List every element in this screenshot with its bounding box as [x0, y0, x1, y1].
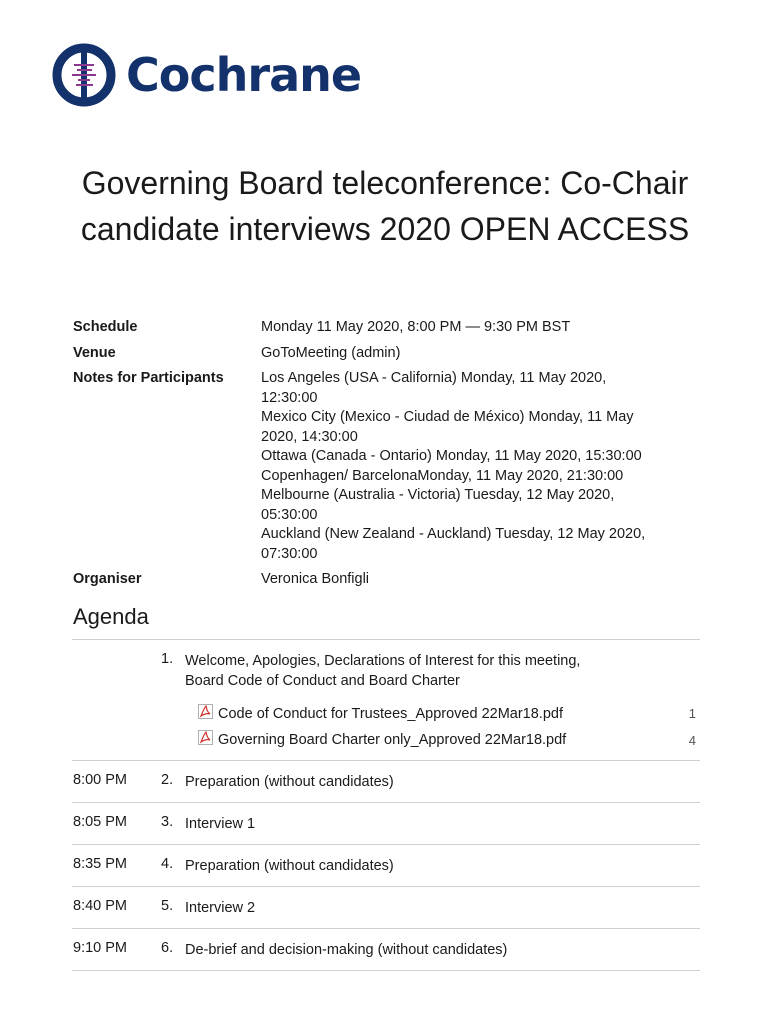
agenda-item — [72, 640, 700, 761]
notes-label: Notes for Participants — [73, 370, 224, 386]
venue-label: Venue — [73, 344, 116, 361]
schedule-row — [73, 318, 713, 338]
attachment-page-number: 4 — [688, 733, 696, 748]
cochrane-logo-icon — [52, 43, 116, 107]
attachment-page-number: 1 — [688, 706, 696, 721]
venue-value — [261, 344, 713, 364]
agenda-item-number: 3. — [161, 814, 174, 830]
pdf-icon — [197, 703, 214, 724]
agenda-item-text-line: Board Code of Conduct and Board Charter — [185, 673, 460, 689]
agenda-item-text: De-brief and decision-making (without candidates) — [185, 942, 508, 958]
organiser-line: Veronica Bonfigli — [261, 571, 370, 587]
agenda-item-text: Interview 2 — [185, 900, 256, 916]
agenda-item-text: Preparation (without candidates) — [185, 858, 394, 874]
agenda-item — [72, 929, 700, 971]
agenda-item — [72, 887, 700, 929]
attachment-link[interactable] — [197, 703, 563, 724]
notes-line: Melbourne (Australia - Victoria) Tuesday, 12 May 2020, — [261, 487, 615, 503]
cochrane-logo — [52, 43, 361, 107]
notes-line: 12:30:00 — [261, 389, 318, 406]
notes-line: Ottawa (Canada - Ontario) Monday, 11 May 2020, 15:30:00 — [261, 448, 642, 464]
agenda-item-text-line: Welcome, Apologies, Declarations of Interest for this meeting, — [185, 653, 581, 669]
organiser-row — [73, 570, 713, 590]
organiser-value — [261, 570, 713, 590]
document-title: Governing Board teleconference: Co-Chair candidate interviews 2020 OPEN ACCESS — [80, 165, 690, 247]
attachment-name[interactable]: Governing Board Charter only_Approved 22Mar18.pdf — [218, 731, 567, 748]
agenda-heading: Agenda — [73, 604, 149, 629]
agenda-item-number: 5. — [161, 898, 174, 914]
pdf-icon — [197, 729, 214, 750]
agenda-item-number: 6. — [161, 940, 174, 956]
notes-row — [73, 369, 713, 564]
agenda-item-text: Preparation (without candidates) — [185, 774, 394, 790]
agenda-item-time: 8:40 PM — [73, 898, 127, 914]
venue-row — [73, 344, 713, 364]
notes-line: 07:30:00 — [261, 545, 318, 562]
agenda-item-number: 2. — [161, 772, 174, 788]
agenda-list — [72, 639, 700, 971]
agenda-item-text: Interview 1 — [185, 816, 256, 832]
logo-wordmark: Cochrane — [126, 48, 362, 102]
agenda-item — [72, 761, 700, 803]
agenda-item-time: 8:35 PM — [73, 856, 127, 872]
notes-line: Copenhagen/ BarcelonaMonday, 11 May 2020, 21:30:00 — [261, 467, 624, 484]
agenda-item-time: 9:10 PM — [73, 940, 127, 956]
notes-value — [261, 369, 713, 564]
agenda-item-time: 8:05 PM — [73, 814, 127, 830]
attachment-link[interactable] — [197, 729, 566, 750]
agenda-item — [72, 845, 700, 887]
agenda-item-text — [185, 651, 645, 691]
agenda-item-time: 8:00 PM — [73, 772, 127, 788]
attachment-name[interactable]: Code of Conduct for Trustees_Approved 22Mar18.pdf — [218, 705, 563, 722]
schedule-value — [261, 318, 713, 338]
schedule-line: Monday 11 May 2020, 8:00 PM — 9:30 PM BST — [261, 319, 571, 335]
venue-line: GoToMeeting (admin) — [261, 344, 401, 361]
agenda-item-number: 4. — [161, 856, 174, 872]
agenda-item — [72, 803, 700, 845]
notes-line: 05:30:00 — [261, 506, 318, 523]
notes-line: Auckland (New Zealand - Auckland) Tuesday, 12 May 2020, — [261, 526, 646, 542]
notes-line: 2020, 14:30:00 — [261, 428, 358, 445]
notes-line: Los Angeles (USA - California) Monday, 11 May 2020, — [261, 370, 607, 386]
meeting-details — [73, 318, 713, 596]
agenda-item-number: 1. — [161, 651, 174, 667]
organiser-label: Organiser — [73, 571, 142, 587]
schedule-label: Schedule — [73, 319, 138, 335]
notes-line: Mexico City (Mexico - Ciudad de México) Monday, 11 May — [261, 409, 634, 425]
